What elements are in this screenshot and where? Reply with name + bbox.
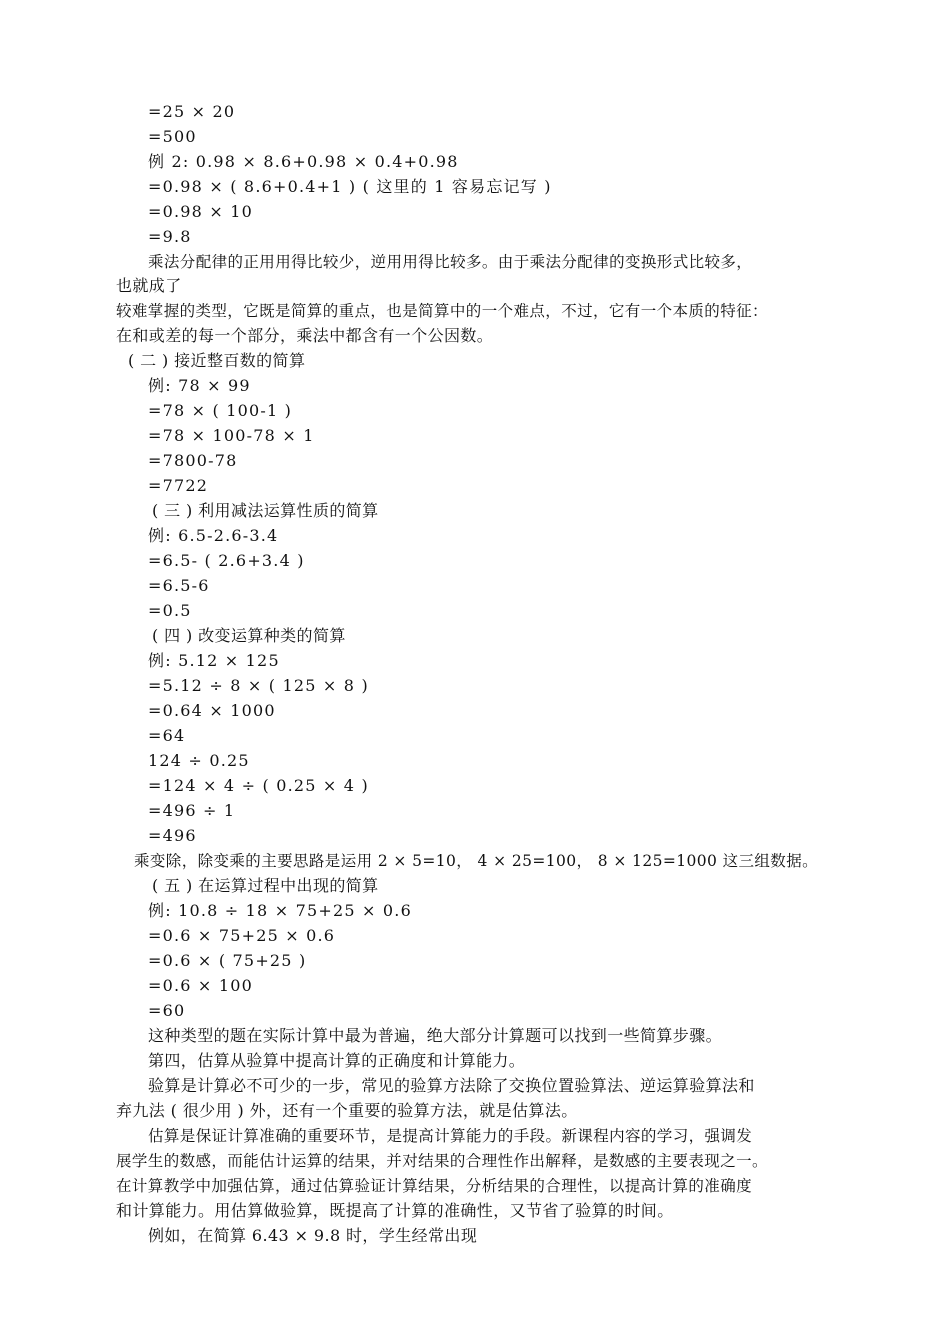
text-line: 例: 78 × 99 <box>148 376 251 395</box>
paragraph-line: 乘法分配律的正用用得比较少，逆用用得比较多。由于乘法分配律的变换形式比较多， <box>148 253 753 271</box>
text-line: 例 2: 0.98 × 8.6+0.98 × 0.4+0.98 <box>148 152 459 171</box>
text-line: =7800-78 <box>148 451 238 470</box>
text-line: =0.6 × 75+25 × 0.6 <box>148 926 336 945</box>
text-line: =0.98 × ( 8.6+0.4+1 ) ( 这里的 1 容易忘记写 ) <box>148 177 552 196</box>
text-line: =6.5- ( 2.6+3.4 ) <box>148 551 305 570</box>
text-line: =0.6 × 100 <box>148 976 253 995</box>
text-line: =5.12 ÷ 8 × ( 125 × 8 ) <box>148 676 369 695</box>
paragraph-line: 乘变除，除变乘的主要思路是运用 2 × 5=10， 4 × 25=100， 8 × 125=1000 这三组数据。 <box>134 852 819 870</box>
paragraph-line: 验算是计算必不可少的一步，常见的验算方法除了交换位置验算法、逆运算验算法和 <box>148 1076 755 1095</box>
section-heading: ( 五 ) 在运算过程中出现的简算 <box>152 876 379 895</box>
paragraph-line: 例如，在简算 6.43 × 9.8 时，学生经常出现 <box>148 1226 478 1245</box>
text-line: =0.6 × ( 75+25 ) <box>148 951 307 970</box>
text-line: =124 × 4 ÷ ( 0.25 × 4 ) <box>148 776 369 795</box>
text-line: 例: 5.12 × 125 <box>148 651 280 670</box>
text-line: =78 × ( 100-1 ) <box>148 401 293 420</box>
paragraph-line: 弃九法 ( 很少用 ) 外，还有一个重要的验算方法，就是估算法。 <box>116 1101 578 1120</box>
paragraph-line: 在计算教学中加强估算，通过估算验证计算结果，分析结果的合理性，以提高计算的准确度 <box>116 1177 753 1195</box>
text-line: =0.64 × 1000 <box>148 701 276 720</box>
paragraph-line: 第四，估算从验算中提高计算的正确度和计算能力。 <box>148 1051 526 1070</box>
text-line: 例: 6.5-2.6-3.4 <box>148 526 279 545</box>
paragraph-line: 这种类型的题在实际计算中最为普遍，绝大部分计算题可以找到一些简算步骤。 <box>148 1026 723 1045</box>
text-line: 124 ÷ 0.25 <box>148 751 250 770</box>
text-line: =0.98 × 10 <box>148 202 253 221</box>
text-line: =64 <box>148 726 186 745</box>
paragraph-line: 和计算能力。用估算做验算，既提高了计算的准确性，又节省了验算的时间。 <box>116 1201 674 1220</box>
text-line: =496 ÷ 1 <box>148 801 236 820</box>
text-line: =9.8 <box>148 227 192 246</box>
paragraph-line: 较难掌握的类型，它既是简算的重点，也是简算中的一个难点，不过，它有一个本质的特征： <box>116 302 768 320</box>
text-line: =0.5 <box>148 601 192 620</box>
text-line: =25 × 20 <box>148 102 236 121</box>
text-line: =60 <box>148 1001 186 1020</box>
paragraph-line: 也就成了 <box>116 276 182 295</box>
paragraph-line: 在和或差的每一个部分，乘法中都含有一个公因数。 <box>116 326 494 345</box>
text-line: =78 × 100-78 × 1 <box>148 426 315 445</box>
section-heading: ( 二 ) 接近整百数的简算 <box>128 351 306 370</box>
text-line: 例: 10.8 ÷ 18 × 75+25 × 0.6 <box>148 901 412 920</box>
paragraph-line: 估算是保证计算准确的重要环节，是提高计算能力的手段。新课程内容的学习，强调发 <box>148 1127 753 1145</box>
text-line: =496 <box>148 826 197 845</box>
section-heading: ( 三 ) 利用减法运算性质的简算 <box>152 501 379 520</box>
text-line: =7722 <box>148 476 209 495</box>
text-line: =500 <box>148 127 197 146</box>
section-heading: ( 四 ) 改变运算种类的简算 <box>152 626 346 645</box>
paragraph-line: 展学生的数感，而能估计运算的结果，并对结果的合理性作出解释，是数感的主要表现之一。 <box>116 1152 768 1170</box>
text-line: =6.5-6 <box>148 576 210 595</box>
